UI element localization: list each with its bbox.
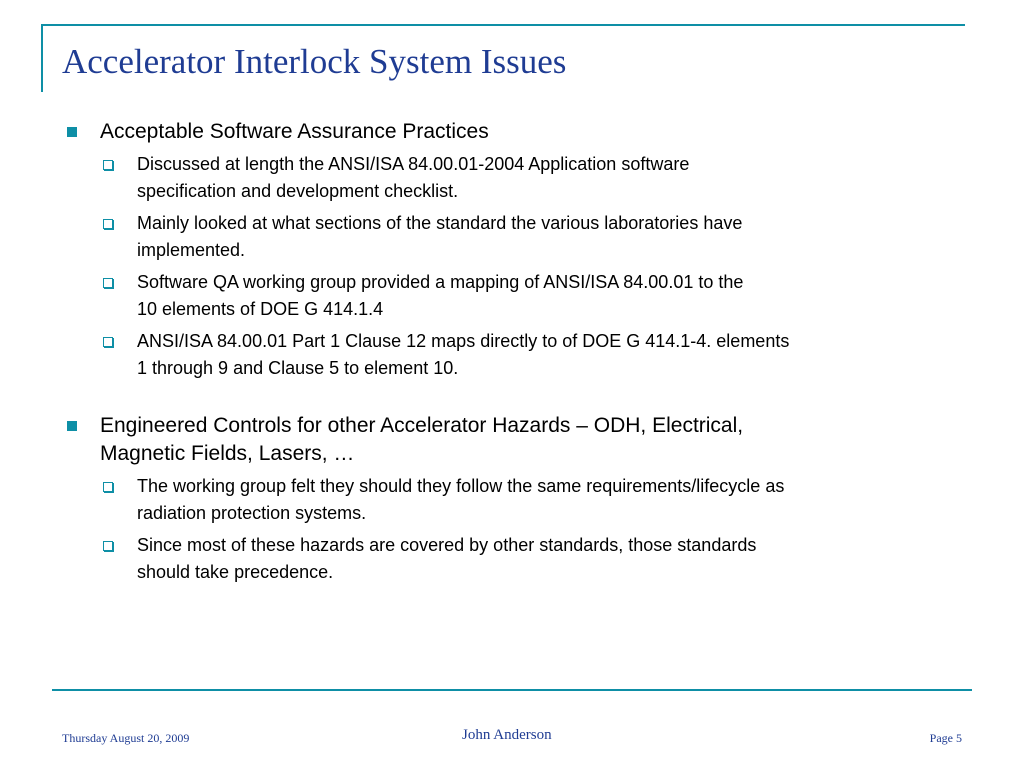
bullet-heading-line: Engineered Controls for other Accelerator Hazards – ODH, Electrical, (100, 414, 744, 437)
footer-author: John Anderson (462, 727, 552, 743)
sub-bullet-line: Software QA working group provided a mapping of ANSI/ISA 84.00.01 to the (137, 272, 744, 292)
bullet-heading-line: Magnetic Fields, Lasers, … (100, 442, 355, 465)
checkbox-bullet-icon (103, 278, 113, 288)
sub-bullet-line: ANSI/ISA 84.00.01 Part 1 Clause 12 maps directly to of DOE G 414.1-4. elements (137, 331, 790, 351)
sub-bullet-line: Since most of these hazards are covered by other standards, those standards (137, 535, 757, 555)
sub-bullet-line: specification and development checklist. (137, 181, 459, 201)
footer-divider (52, 689, 972, 691)
sub-bullet-list (64, 151, 972, 382)
sub-bullet-item (64, 473, 972, 527)
footer-page-number: Page 5 (929, 731, 962, 745)
square-bullet-icon (67, 421, 77, 431)
sub-bullet-line: implemented. (137, 240, 246, 260)
footer-date: Thursday August 20, 2009 (62, 731, 190, 745)
checkbox-bullet-icon (103, 219, 113, 229)
checkbox-bullet-icon (103, 337, 113, 347)
sub-bullet-line: Discussed at length the ANSI/ISA 84.00.01-2004 Application software (137, 154, 690, 174)
slide-content (64, 118, 972, 591)
bullet-software-assurance (64, 118, 972, 146)
slide-title: Accelerator Interlock System Issues (62, 42, 567, 81)
checkbox-bullet-icon (103, 541, 113, 551)
sub-bullet-line: should take precedence. (137, 562, 334, 582)
sub-bullet-line: radiation protection systems. (137, 503, 367, 523)
frame-top-border (41, 24, 965, 26)
bullet-engineered-controls (64, 412, 972, 468)
sub-bullet-item (64, 210, 972, 264)
square-bullet-icon (67, 127, 77, 137)
section-gap (64, 387, 972, 412)
sub-bullet-item (64, 328, 972, 382)
sub-bullet-line: 1 through 9 and Clause 5 to element 10. (137, 358, 459, 378)
sub-bullet-line: 10 elements of DOE G 414.1.4 (137, 299, 384, 319)
sub-bullet-item (64, 269, 972, 323)
checkbox-bullet-icon (103, 160, 113, 170)
frame-left-border (41, 24, 43, 92)
sub-bullet-list (64, 473, 972, 586)
sub-bullet-line: The working group felt they should they follow the same requirements/lifecycle as (137, 476, 785, 496)
sub-bullet-item (64, 151, 972, 205)
bullet-heading: Acceptable Software Assurance Practices (100, 120, 489, 143)
checkbox-bullet-icon (103, 482, 113, 492)
sub-bullet-line: Mainly looked at what sections of the standard the various laboratories have (137, 213, 743, 233)
sub-bullet-item (64, 532, 972, 586)
